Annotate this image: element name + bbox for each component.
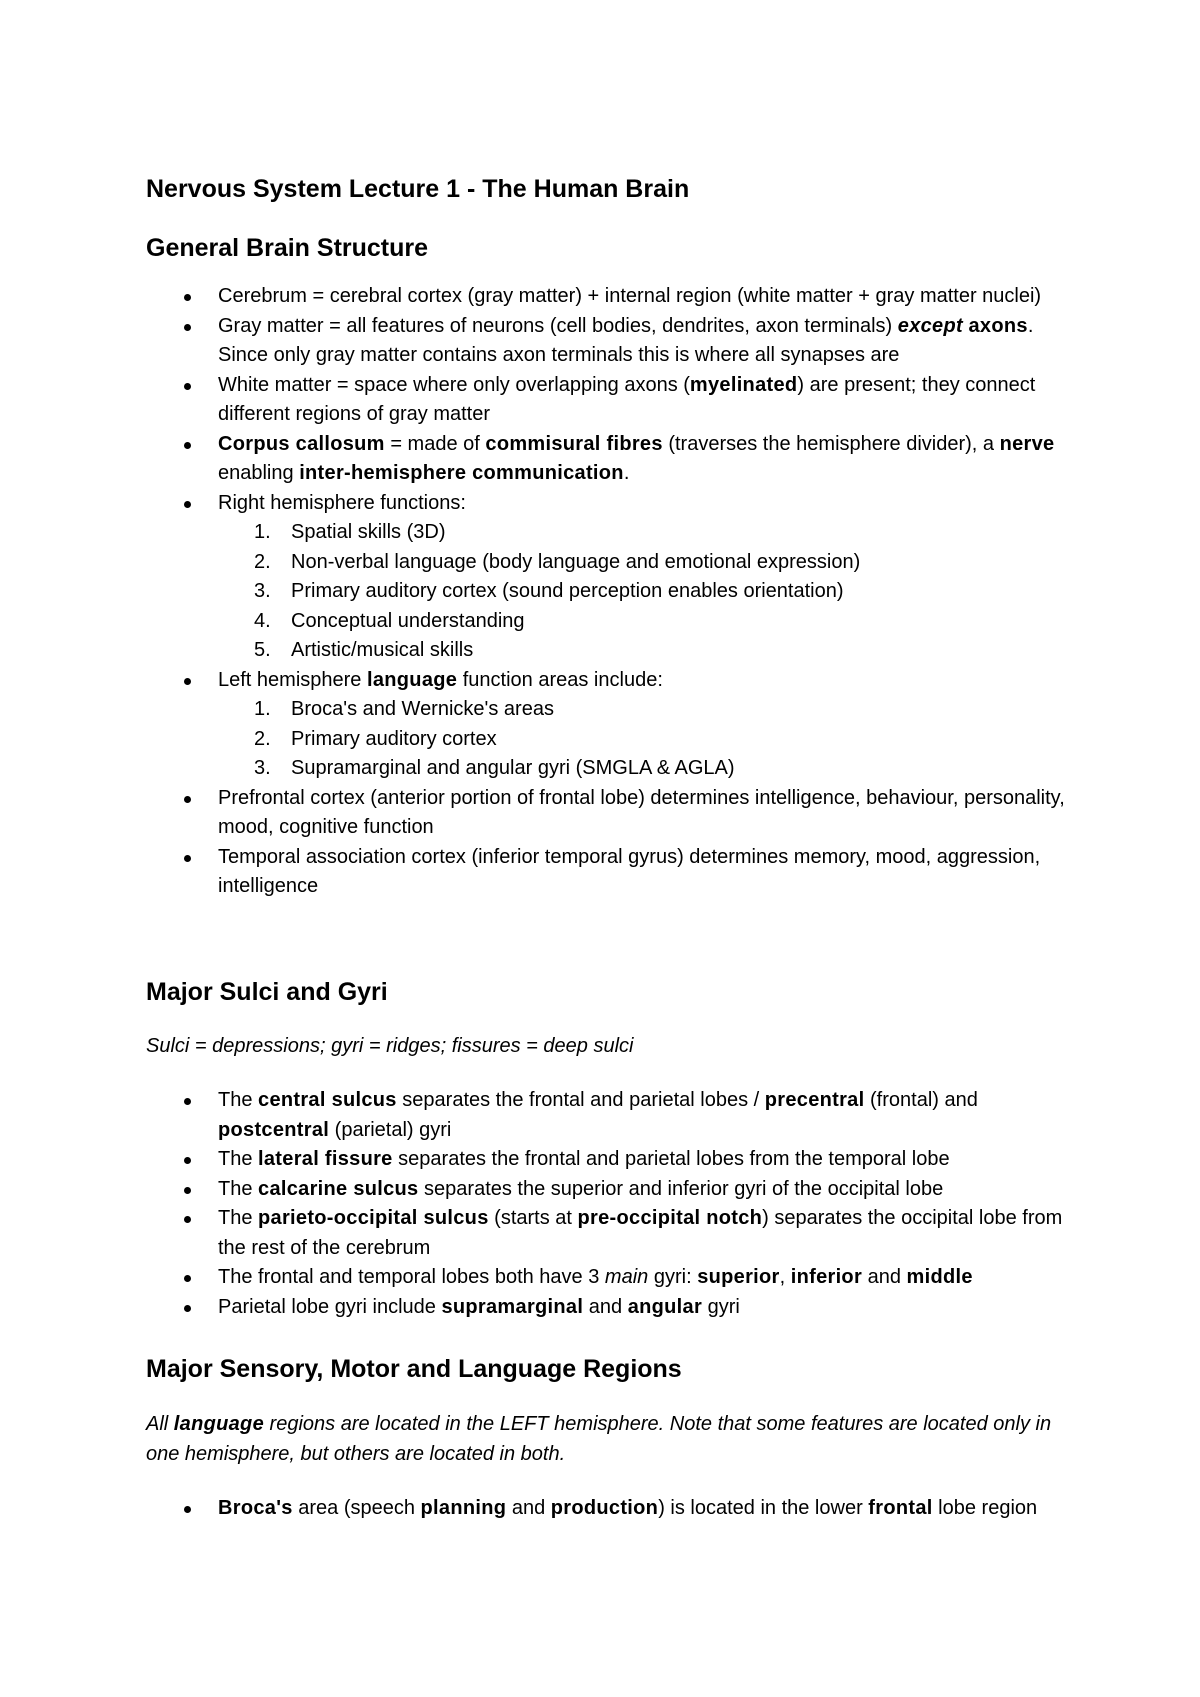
- bullet-icon: [184, 1305, 191, 1312]
- list-item: The central sulcus separates the frontal and parietal lobes / precentral (frontal) and postcentral (parietal) gyri: [146, 1086, 1066, 1145]
- list-item: Gray matter = all features of neurons (cell bodies, dendrites, axon terminals) except axons. Since only gray matter contains axon terminals this is where all synapses are: [146, 312, 1066, 371]
- bullet-icon: [184, 383, 191, 390]
- bullet-icon: [184, 324, 191, 331]
- ordered-item: 4. Conceptual understanding: [254, 609, 525, 632]
- ordered-item: 2. Primary auditory cortex: [254, 727, 497, 750]
- bullet-icon: [184, 1506, 191, 1513]
- list-item: Cerebrum = cerebral cortex (gray matter) + internal region (white matter + gray matter nuclei): [146, 282, 1066, 312]
- list-item: White matter = space where only overlapping axons (myelinated) are present; they connect different regions of gray matter: [146, 371, 1066, 430]
- general-bullet-list: [146, 282, 1066, 902]
- bullet-icon: [184, 796, 191, 803]
- bullet-icon: [184, 442, 191, 449]
- sulci-bullet-list: [146, 1086, 1066, 1322]
- bullet-icon: [184, 678, 191, 685]
- right-hemisphere-list: [218, 518, 1066, 666]
- bullet-icon: [184, 1187, 191, 1194]
- list-item: The calcarine sulcus separates the superior and inferior gyri of the occipital lobe: [146, 1175, 1066, 1205]
- list-item: Temporal association cortex (inferior temporal gyrus) determines memory, mood, aggression, intelligence: [146, 843, 1066, 902]
- document-title: Nervous System Lecture 1 - The Human Brain: [146, 175, 690, 203]
- bullet-icon: [184, 1098, 191, 1105]
- ordered-item: 1. Spatial skills (3D): [254, 521, 446, 543]
- list-item: Corpus callosum = made of commisural fibres (traverses the hemisphere divider), a nerve enabling inter-hemisphere communication.: [146, 430, 1066, 489]
- left-hemisphere-list: [218, 695, 1066, 784]
- ordered-item: 3. Supramarginal and angular gyri (SMGLA & AGLA): [254, 757, 735, 779]
- bullet-icon: [184, 1216, 191, 1223]
- sensory-intro: All language regions are located in the LEFT hemisphere. Note that some features are located only in one hemisphere, but others are located in both.: [146, 1413, 1052, 1465]
- ordered-item: 5. Artistic/musical skills: [254, 639, 474, 661]
- list-item: Right hemisphere functions: 1. Spatial skills (3D) 2. Non-verbal language (body language and emotional expression) 3. Primary auditory cortex (sound perception enables orientation) 4. Conceptual understanding 5. Artistic/musical skills: [146, 489, 1066, 666]
- section-heading-sensory: Major Sensory, Motor and Language Regions: [146, 1355, 682, 1383]
- bullet-icon: [184, 855, 191, 862]
- list-item: Broca's area (speech planning and production) is located in the lower frontal lobe region: [146, 1494, 1066, 1524]
- list-item: The lateral fissure separates the frontal and parietal lobes from the temporal lobe: [146, 1145, 1066, 1175]
- bullet-icon: [184, 1157, 191, 1164]
- bullet-icon: [184, 501, 191, 508]
- list-item: The parieto-occipital sulcus (starts at pre-occipital notch) separates the occipital lobe from the rest of the cerebrum: [146, 1204, 1066, 1263]
- ordered-item: 2. Non-verbal language (body language and emotional expression): [254, 550, 861, 573]
- section-heading-general: General Brain Structure: [146, 234, 429, 262]
- section-heading-sulci: Major Sulci and Gyri: [146, 978, 388, 1006]
- bullet-icon: [184, 294, 191, 301]
- sulci-intro: Sulci = depressions; gyri = ridges; fissures = deep sulci: [146, 1035, 634, 1057]
- sensory-bullet-list: [146, 1494, 1066, 1524]
- list-item: Left hemisphere language function areas include: 1. Broca's and Wernicke's areas 2. Primary auditory cortex 3. Supramarginal and angular gyri (SMGLA & AGLA): [146, 666, 1066, 784]
- ordered-item: 1. Broca's and Wernicke's areas: [254, 698, 554, 720]
- list-item: The frontal and temporal lobes both have 3 main gyri: superior, inferior and middle: [146, 1263, 1066, 1293]
- ordered-item: 3. Primary auditory cortex (sound perception enables orientation): [254, 580, 844, 602]
- bullet-icon: [184, 1275, 191, 1282]
- list-item: Prefrontal cortex (anterior portion of frontal lobe) determines intelligence, behaviour, personality, mood, cognitive function: [146, 784, 1066, 843]
- list-item: Parietal lobe gyri include supramarginal and angular gyri: [146, 1293, 1066, 1323]
